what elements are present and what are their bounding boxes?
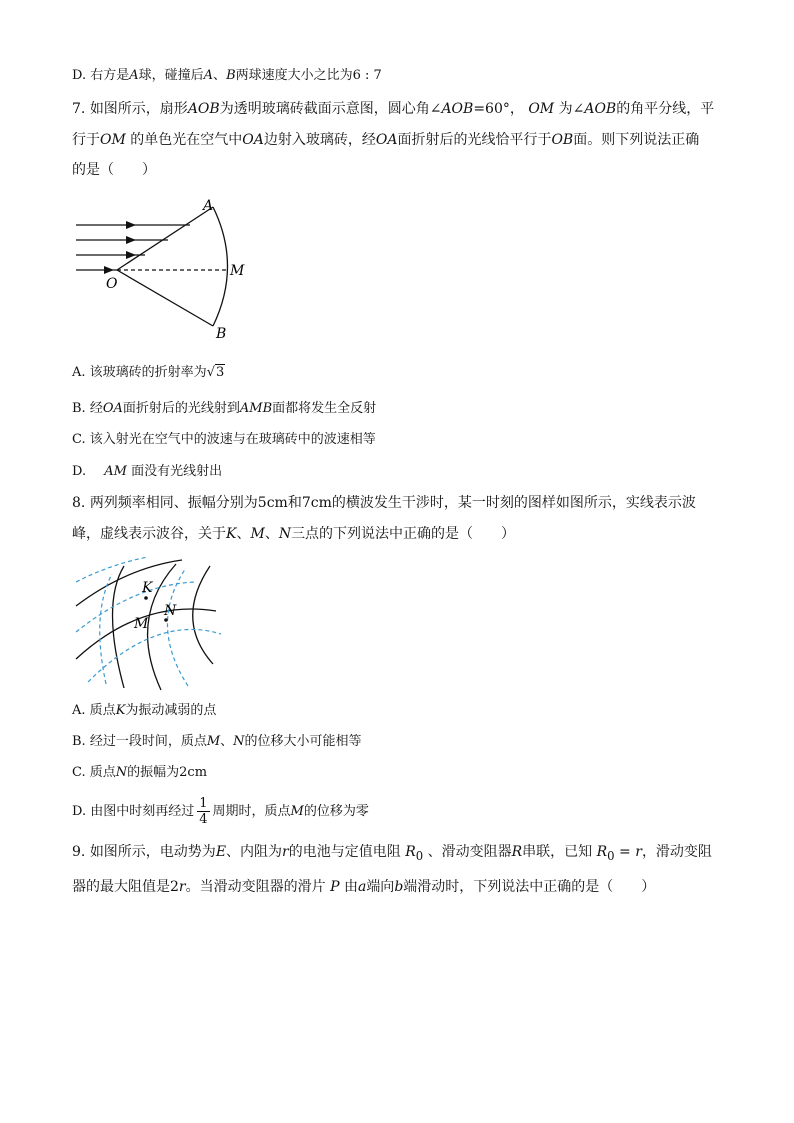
numerator: 1: [199, 796, 208, 811]
var-a: A: [129, 68, 139, 83]
q7-option-d[interactable]: [72, 462, 222, 482]
q7-option-b[interactable]: [72, 399, 376, 419]
ratio: 6 : 7: [352, 68, 382, 83]
var: b: [394, 879, 404, 895]
label-k: K: [142, 580, 153, 596]
option-text: 由图中时刻再经过: [90, 804, 195, 819]
text: 的是（ ）: [72, 162, 156, 178]
var: r: [178, 879, 186, 895]
q7-option-a[interactable]: [72, 363, 225, 383]
denominator: 4: [199, 812, 208, 827]
text: 由: [343, 879, 358, 895]
label-b: B: [216, 326, 227, 342]
var-b: B: [226, 68, 236, 83]
option-text: 右方是: [90, 68, 130, 83]
text: 面折射后的光线恰平行于: [397, 132, 552, 148]
text: ，滑动变阻: [641, 844, 712, 860]
var: OM: [100, 132, 126, 148]
text: 为∠: [558, 101, 585, 117]
label-m: M: [134, 616, 149, 632]
var: K: [115, 703, 126, 718]
text: 边射入玻璃砖，经: [263, 132, 376, 148]
arrow-head-icon: [126, 221, 136, 229]
var: OA: [375, 132, 398, 148]
question-number: 7.: [72, 101, 86, 117]
separator: 、: [213, 68, 227, 83]
equals: =: [619, 844, 631, 860]
var: OA: [102, 401, 123, 416]
q9-stem-line-2: [72, 877, 655, 897]
q7-option-c[interactable]: [72, 430, 376, 450]
option-text: 该入射光在空气中的波速与在玻璃砖中的波速相等: [89, 432, 376, 447]
var: M: [206, 734, 221, 749]
text: 为透明玻璃砖截面示意图，圆心角∠: [219, 101, 442, 117]
option-text: 质点: [89, 765, 116, 780]
var: a: [357, 879, 367, 895]
fraction: [197, 796, 209, 827]
var: AMB: [239, 401, 273, 416]
text: =60°，: [473, 101, 524, 117]
option-text: 质点: [89, 703, 116, 718]
separator: 、: [264, 526, 279, 542]
q7-stem-line-1: [72, 99, 714, 119]
var: OB: [551, 132, 574, 148]
label-a: A: [203, 198, 214, 214]
var: OM: [528, 101, 555, 117]
option-label: D.: [72, 464, 87, 479]
q7-sector-figure: [70, 196, 260, 346]
q6-option-d[interactable]: [72, 66, 382, 86]
option-label: D.: [72, 68, 87, 83]
option-label: B.: [72, 401, 86, 416]
var: AOB: [584, 101, 617, 117]
point-k: [144, 596, 148, 600]
option-text: 两球速度大小之比为: [235, 68, 353, 83]
option-text: 经过一段时间，质点: [89, 734, 207, 749]
text: 如图所示，扇形: [89, 101, 188, 117]
var: P: [330, 879, 340, 895]
option-text: 周期时，质点: [212, 804, 291, 819]
option-label: A.: [72, 703, 86, 718]
option-text: 球，碰撞后: [138, 68, 204, 83]
label-n: N: [164, 603, 177, 619]
var: OA: [242, 132, 264, 148]
option-text: 经: [89, 401, 103, 416]
option-text: 面没有光线射出: [131, 464, 223, 479]
text: 串联，已知: [522, 844, 593, 860]
option-text: 该玻璃砖的折射率为: [89, 365, 207, 380]
text: 器的最大阻值是2: [72, 879, 179, 895]
subscript: 0: [607, 848, 615, 863]
text: 面。则下列说法正确: [573, 132, 700, 148]
option-label: A.: [72, 365, 86, 380]
var: AOB: [441, 101, 474, 117]
q8-option-d[interactable]: [72, 793, 369, 831]
var: r: [635, 844, 642, 860]
option-label: B.: [72, 734, 86, 749]
option-label: D.: [72, 804, 87, 819]
q8-stem-line-2: [72, 524, 515, 544]
option-text: 面都将发生全反射: [272, 401, 377, 416]
q8-stem-line-1: [72, 493, 696, 513]
label-o: O: [106, 276, 118, 292]
var: AM: [104, 464, 127, 479]
option-text: 为振动减弱的点: [125, 703, 217, 718]
text: 端向: [366, 879, 395, 895]
var: AOB: [187, 101, 220, 117]
subscript: 0: [415, 848, 424, 863]
text: 的电池与定值电阻: [288, 844, 401, 860]
text: 三点的下列说法中正确的是（ ）: [291, 526, 516, 542]
text: 端滑动时，下列说法中正确的是（ ）: [403, 879, 656, 895]
separator: 、: [220, 734, 234, 749]
sqrt-expression: √3: [206, 365, 225, 380]
arc-amb: [213, 207, 228, 326]
var: M: [290, 804, 304, 819]
var: E: [215, 844, 227, 860]
var: N: [115, 765, 128, 780]
option-text: 面折射后的光线射到: [122, 401, 240, 416]
option-label: C.: [72, 432, 86, 447]
q7-stem-line-3: [72, 160, 156, 180]
text: 峰，虚线表示波谷，关于: [72, 526, 226, 542]
var: r: [282, 844, 289, 860]
option-label: C.: [72, 765, 86, 780]
var: N: [278, 526, 292, 542]
text: 两列频率相同、振幅分别为5cm和7cm的横波发生干涉时，某一时刻的图样如图所示，实线表示波: [89, 495, 696, 511]
text: 、内阻为: [226, 844, 283, 860]
q8-interference-figure: [66, 554, 236, 694]
q9-stem-line-1: [72, 842, 712, 866]
question-number: 8.: [72, 495, 86, 511]
option-text: 的位移大小可能相等: [244, 734, 362, 749]
text: 的单色光在空气中: [130, 132, 243, 148]
question-number: 9.: [72, 844, 86, 860]
text: 的角平分线，平: [616, 101, 715, 117]
option-text: 的振幅为2cm: [127, 765, 208, 780]
option-text: 的位移为零: [303, 804, 369, 819]
radicand: 3: [215, 365, 225, 380]
var-a: A: [203, 68, 214, 83]
q7-stem-line-2: [72, 130, 699, 150]
edge-ob: [117, 270, 213, 326]
text: 。当滑动变阻器的滑片: [185, 879, 326, 895]
text: 行于: [72, 132, 100, 148]
var: R: [511, 844, 523, 860]
q8-option-b[interactable]: [72, 732, 362, 752]
arrow-head-icon: [126, 236, 136, 244]
arrow-head-icon: [104, 266, 114, 274]
text: 如图所示，电动势为: [89, 844, 216, 860]
q8-option-a[interactable]: [72, 701, 216, 721]
var: K: [226, 526, 237, 542]
var: R: [596, 844, 608, 860]
text: 、滑动变阻器: [427, 844, 512, 860]
var: M: [250, 526, 265, 542]
var: R: [405, 844, 416, 860]
label-m: M: [230, 263, 245, 279]
q8-option-c[interactable]: [72, 763, 207, 783]
var: N: [233, 734, 245, 749]
separator: 、: [236, 526, 251, 542]
